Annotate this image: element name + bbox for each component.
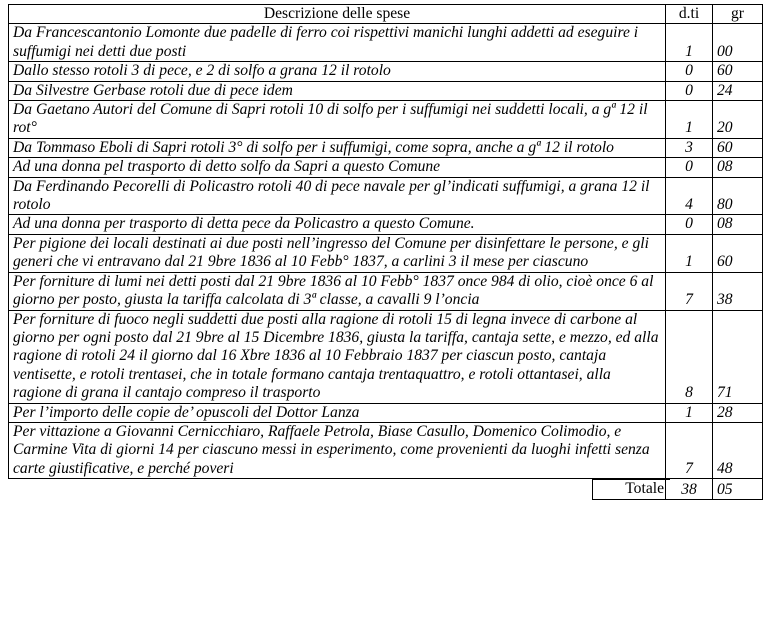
expense-description: Da Gaetano Autori del Comune di Sapri rotoli 10 di solfo per i suffumigi nei suddetti locali, a gª 12 il rot° [9,101,666,139]
expense-grana: 60 [713,62,763,81]
table-row [9,272,763,310]
expense-grana: 28 [713,403,763,422]
total-ducati: 38 [666,479,713,500]
total-spacer [9,479,666,500]
expense-ducati: 0 [666,158,713,177]
table-row [9,81,763,100]
total-label: Totale [592,479,670,499]
table-row [9,177,763,215]
expense-description: Per forniture di fuoco negli suddetti due posti alla ragione di rotoli 15 di legna invece di carbone al giorno per ogni posto dal 21 9bre al 15 Dicembre 1836, giusta la tariffa, cantaja sette, e mezzo, ed alla ragione di rotoli 24 il giorno dal 16 Xbre 1836 al 10 Febbraio 1837 per ciascun posto, cantaja ventisette, e rotoli trentasei, che in totale formano cantaja trentaquattro, e rotoli ottantasei, alla ragione di grana il cantajo compreso il trasporto [9,310,666,403]
table-row [9,158,763,177]
expense-ledger [8,4,762,500]
table-row [9,101,763,139]
expense-grana: 00 [713,24,763,62]
table-row [9,422,763,478]
expense-grana: 48 [713,422,763,478]
expense-grana: 60 [713,234,763,272]
table-row [9,62,763,81]
expense-grana: 71 [713,310,763,403]
expense-description: Per l’importo delle copie de’ opuscoli del Dottor Lanza [9,403,666,422]
expense-ducati: 7 [666,272,713,310]
expense-ducati: 7 [666,422,713,478]
expense-description: Per forniture di lumi nei detti posti dal 21 9bre 1836 al 10 Febb° 1837 once 984 di olio, cioè once 6 al giorno per posto, giusta la tariffa calcolata di 3ª classe, a cavalli 9 l’oncia [9,272,666,310]
expense-ducati: 1 [666,403,713,422]
expense-description: Ad una donna pel trasporto di detto solfo da Sapri a questo Comune [9,158,666,177]
expense-grana: 08 [713,215,763,234]
expense-ducati: 0 [666,215,713,234]
total-grana: 05 [713,479,763,500]
expense-grana: 20 [713,101,763,139]
total-row [9,479,763,500]
expense-grana: 08 [713,158,763,177]
expense-description: Dallo stesso rotoli 3 di pece, e 2 di solfo a grana 12 il rotolo [9,62,666,81]
expense-description: Da Tommaso Eboli di Sapri rotoli 3° di solfo per i suffumigi, come sopra, anche a gª 12 il rotolo [9,138,666,157]
expense-description: Da Francescantonio Lomonte due padelle di ferro coi rispettivi manichi lunghi addetti ad eseguire i suffumigi nei detti due posti [9,24,666,62]
expense-grana: 60 [713,138,763,157]
table-row [9,138,763,157]
expense-ducati: 1 [666,24,713,62]
expense-ducati: 0 [666,81,713,100]
table-row [9,24,763,62]
expense-ducati: 1 [666,101,713,139]
table-row [9,234,763,272]
expense-grana: 24 [713,81,763,100]
table-row [9,403,763,422]
table-row [9,310,763,403]
header-grana: gr [713,5,763,24]
expense-description: Per vittazione a Giovanni Cernicchiaro, Raffaele Petrola, Biase Casullo, Domenico Colimodio, e Carmine Vita di giorni 14 per ciascuno messi in esperimento, come provenienti da luoghi infetti senza carte giustificative, e perché poveri [9,422,666,478]
expense-grana: 38 [713,272,763,310]
expense-description: Da Ferdinando Pecorelli di Policastro rotoli 40 di pece navale per gl’indicati suffumigi, a grana 12 il rotolo [9,177,666,215]
header-row [9,5,763,24]
expense-grana: 80 [713,177,763,215]
expense-ducati: 3 [666,138,713,157]
expense-ducati: 8 [666,310,713,403]
header-description: Descrizione delle spese [9,5,666,24]
expense-ducati: 4 [666,177,713,215]
expense-ducati: 1 [666,234,713,272]
expense-rows [9,24,763,479]
expense-ducati: 0 [666,62,713,81]
header-ducati: d.ti [666,5,713,24]
expense-description: Da Silvestre Gerbase rotoli due di pece idem [9,81,666,100]
expense-table [8,4,763,500]
expense-description: Per pigione dei locali destinati ai due posti nell’ingresso del Comune per disinfettare le persone, e gli generi che vi entravano dal 21 9bre 1836 al 10 Febb° 1837, a carlini 3 il mese per ciascuno [9,234,666,272]
expense-description: Ad una donna per trasporto di detta pece da Policastro a questo Comune. [9,215,666,234]
table-row [9,215,763,234]
